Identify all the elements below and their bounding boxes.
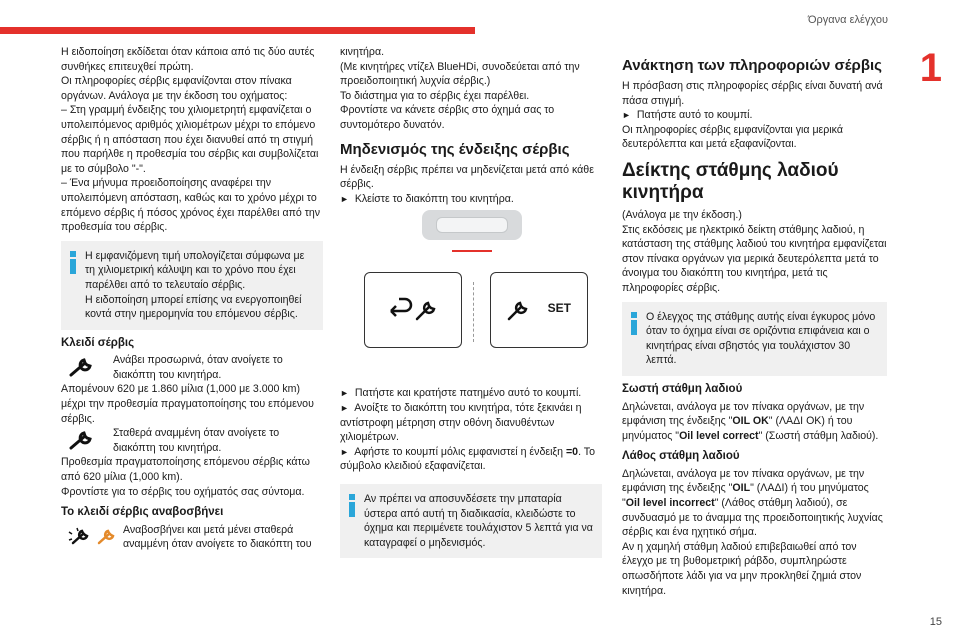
paragraph: Δηλώνεται, ανάλογα με τον πίνακα οργάνων, με την εμφάνιση της ένδειξης "OIL" (ΛΑΔΙ) ή του μηνύματος "Oil level incorrect" (Λάθος στάθμη λαδιού), σε συνδυασμό με το άναμμα της προειδοποιητικής λυχνίας σέρβις και ένα ηχητικό σήμα. <box>622 467 883 539</box>
info-text: Ο έλεγχος της στάθμης αυτής είναι έγκυρος μόνο όταν το όχημα είναι σε οριζόντια επιφάνεια και ο κινητήρας είναι σβηστός για τουλάχιστον 30 λεπτά. <box>646 310 876 367</box>
step-text: Αφήστε το κουμπί μόλις εμφανιστεί η ένδειξη <box>354 445 566 458</box>
column-3 <box>622 45 887 598</box>
arrow-icon: ► <box>340 402 349 413</box>
column-1 <box>61 45 323 552</box>
paragraph: Η ένδειξη σέρβις πρέπει να μηδενίζεται μετά από κάθε σέρβις. <box>340 163 594 191</box>
paragraph: Οι πληροφορίες σέρβις εμφανίζονται για μερικά δευτερόλεπτα και μετά εξαφανίζονται. <box>622 123 843 151</box>
paragraph: – Ένα μήνυμα προειδοποίησης αναφέρει την υπολειπόμενη απόσταση, καθώς και το χρόνο μέχρι το επόμενο σέρβις ή πόσος χρόνος έχει παρέλθει από την προθεσμία του σέρβις. <box>61 177 321 234</box>
paragraph: Αναβοσβήνει και μετά μένει σταθερά αναμμένη όταν ανοίγετε το διακόπτη του <box>123 523 312 551</box>
section-heading: Ανάκτηση των πληροφοριών σέρβις <box>622 57 882 74</box>
step-value: =0 <box>566 445 579 458</box>
wrench-icon <box>67 356 97 378</box>
paragraph: Προθεσμία πραγματοποίησης επόμενου σέρβις κάτω από 620 μίλια (1,000 km). <box>61 456 310 484</box>
paragraph: Ανάβει προσωρινά, όταν ανοίγετε το διακόπτη του κινητήρα. <box>113 354 283 381</box>
instrument-panel-illustration <box>422 210 522 240</box>
blinking-wrench-icon <box>67 526 119 548</box>
chapter-number: 1 <box>919 46 942 90</box>
callout-line <box>452 250 492 252</box>
paragraph: Οι πληροφορίες σέρβις εμφανίζονται στον πίνακα οργάνων. Ανάλογα με την έκδοση του οχήματος: <box>61 75 292 102</box>
arrow-icon: ► <box>340 193 349 204</box>
paragraph: Σταθερά αναμμένη όταν ανοίγετε το διακόπτη του κινητήρα. <box>113 427 280 454</box>
section-heading: Κλειδί σέρβις <box>61 336 135 349</box>
set-button-illustration <box>490 272 588 348</box>
paragraph: Απομένουν 620 με 1.860 μίλια (1,000 με 3.000 km) μέχρι την προθεσμία πραγματοποίησης του επόμενου σέρβις. <box>61 383 314 425</box>
step-text: Πατήστε αυτό το κουμπί. <box>636 109 753 122</box>
step-text: Πατήστε και κρατήστε πατημένο αυτό το κουμπί. <box>354 387 582 400</box>
paragraph: Αν η χαμηλή στάθμη λαδιού επιβεβαιωθεί από τον έλεγχο με τη βυθομετρική ράβδο, συμπληρώστε οπωσδήποτε λάδι για να μην προκληθεί ζημιά στον κινητήρα. <box>622 540 862 597</box>
step-text: Κλείστε το διακόπτη του κινητήρα. <box>354 192 514 205</box>
info-text: Η εμφανιζόμενη τιμή υπολογίζεται σύμφωνα με τη χιλιομετρική κάλυψη και το χρόνο που έχει παρέλθει από το τελευταίο σέρβις. <box>85 249 305 291</box>
step-text: Ανοίξτε το διακόπτη του κινητήρα, τότε ξεκινάει η αντίστροφη μέτρηση στην οθόνη διανυθέντων χιλιομέτρων. <box>340 401 582 444</box>
paragraph: Η πρόσβαση στις πληροφορίες σέρβις είναι δυνατή ανά πάσα στιγμή. <box>622 80 883 107</box>
section-title: Δείκτης στάθμης λαδιού κινητήρα <box>622 159 839 203</box>
step <box>340 192 602 207</box>
info-text: Η ειδοποίηση μπορεί επίσης να ενεργοποιηθεί κοντά στην ημερομηνία του επόμενου σέρβις. <box>85 293 302 321</box>
section-heading: Λάθος στάθμη λαδιού <box>622 450 740 463</box>
wrench-item <box>61 426 323 455</box>
section-heading: Μηδενισμός της ένδειξης σέρβις <box>340 140 570 158</box>
return-wrench-icon <box>365 273 463 349</box>
paragraph: κινητήρα. <box>340 46 385 58</box>
wrench-icon <box>491 273 551 349</box>
paragraph: Η ειδοποίηση εκδίδεται όταν κάποια από τις δύο αυτές συνθήκες επιτευχθεί πρώτη. <box>61 46 315 73</box>
running-header: Όργανα ελέγχου <box>808 14 888 26</box>
section-heading: Το κλειδί σέρβις αναβοσβήνει <box>61 506 224 519</box>
divider <box>473 282 474 342</box>
info-text: Αν πρέπει να αποσυνδέσετε την μπαταρία ύστερα από αυτή τη διαδικασία, κλειδώστε το όχημα και περιμένετε τουλάχιστον 5 λεπτά για να καταγραφεί ο μηδενισμός. <box>364 492 593 549</box>
paragraph: Δηλώνεται, ανάλογα με τον πίνακα οργάνων, με την εμφάνιση της ένδειξης "OIL OK" (ΛΑΔΙ ΟΚ) ή του μηνύματος "Oil level correct" (Σωστή στάθμη λαδιού). <box>622 400 879 442</box>
paragraph: Φροντίστε να κάνετε σέρβις στο όχημά σας το συντομότερο δυνατόν. <box>340 104 555 131</box>
arrow-icon: ► <box>340 388 349 399</box>
info-box <box>340 484 602 558</box>
section-heading: Σωστή στάθμη λαδιού <box>622 382 743 395</box>
wrench-icon <box>67 429 97 451</box>
paragraph: (Με κινητήρες ντίζελ BlueHDi, συνοδεύεται από την προειδοποιητική λυχνία σέρβις.) <box>340 60 580 88</box>
reset-button-illustration <box>364 272 462 348</box>
wrench-item <box>61 353 323 382</box>
set-label: SET <box>547 301 571 316</box>
step-text: . Το σύμβολο κλειδιού εξαφανίζεται. <box>340 445 595 473</box>
step <box>340 386 602 401</box>
info-icon <box>348 494 356 518</box>
arrow-icon: ► <box>340 446 349 457</box>
step <box>622 108 887 123</box>
info-icon <box>69 251 77 275</box>
paragraph: Στις εκδόσεις με ηλεκτρικό δείκτη στάθμης λαδιού, η κατάσταση της στάθμης λαδιού του κινητήρα εμφανίζεται στον πίνακα οργάνων για μερικά δευτερόλεπτα μετά το άνοιγμα του διακόπτη του κινητήρα, μετά τις πληροφορίες σέρβις. <box>622 223 887 294</box>
wrench-item <box>61 523 323 552</box>
info-icon <box>630 312 638 336</box>
instrument-figure <box>340 210 602 380</box>
paragraph: Φροντίστε για το σέρβις του οχήματός σας σύντομα. <box>61 485 305 498</box>
info-box <box>622 302 887 376</box>
column-2 <box>340 45 602 564</box>
paragraph: (Ανάλογα με την έκδοση.) <box>622 208 742 221</box>
paragraph: Το διάστημα για το σέρβις έχει παρέλθει. <box>340 89 530 102</box>
arrow-icon: ► <box>622 110 631 121</box>
step <box>340 401 602 445</box>
page-number: 15 <box>929 616 942 628</box>
paragraph: – Στη γραμμή ένδειξης του χιλιομετρητή εμφανίζεται ο υπολειπόμενος αριθμός χιλιομέτρων μέχρι το επόμενο σέρβις ή η απόσταση που έχει διανυθεί από τη στιγμή που παρήλθε η προθεσμία του σέρβις και συμβολίζεται με το σύμβολο "-". <box>61 104 319 175</box>
top-accent-bar <box>0 27 475 34</box>
step <box>340 445 602 474</box>
info-box <box>61 241 323 330</box>
